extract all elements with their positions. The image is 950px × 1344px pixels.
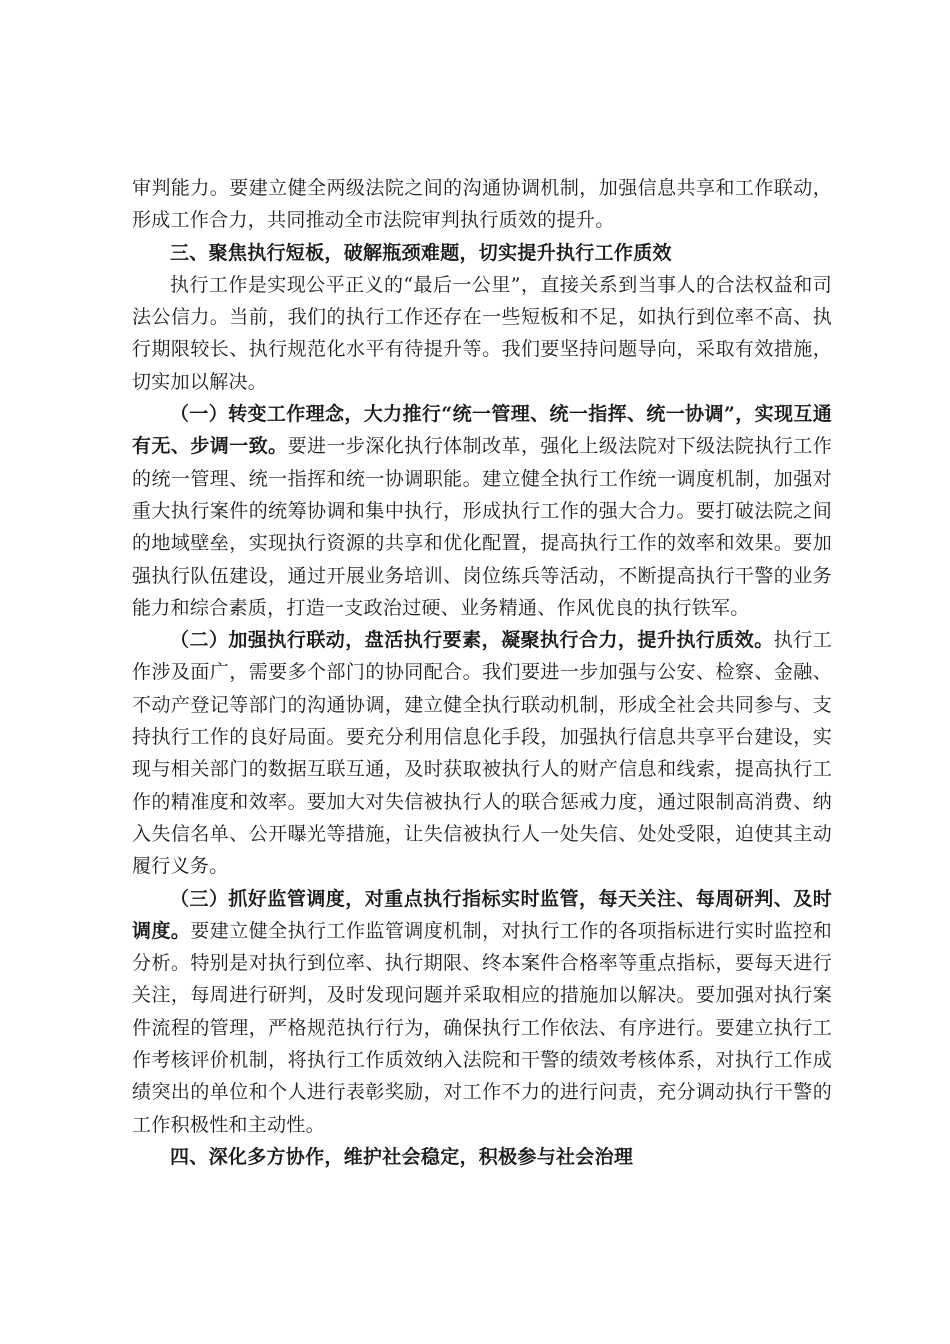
paragraph-subsection-three <box>132 883 832 1141</box>
paragraph-subsection-two <box>132 624 832 882</box>
subsection-one-body: 要进一步深化执行体制改革，强化上级法院对下级法院执行工作的统一管理、统一指挥和统一协调职能。建立健全执行工作统一调度机制，加强对重大执行案件的统筹协调和集中执行，形成执行工作的强大合力。要打破法院之间的地域壁垒，实现执行资源的共享和优化配置，提高执行工作的效率和效果。要加强执行队伍建设，通过开展业务培训、岗位练兵等活动，不断提高执行干警的业务能力和综合素质，打造一支政治过硬、业务精通、作风优良的执行铁军。 <box>132 435 832 619</box>
paragraph-subsection-one <box>132 398 832 624</box>
document-body <box>132 172 832 1173</box>
section-heading-four: 四、深化多方协作，维护社会稳定，积极参与社会治理 <box>170 1145 634 1168</box>
paragraph-execution-intro: 执行工作是实现公平正义的“最后一公里”，直接关系到当事人的合法权益和司法公信力。当前，我们的执行工作还存在一些短板和不足，如执行到位率不高、执行期限较长、执行规范化水平有待提升等。我们要坚持问题导向，采取有效措施，切实加以解决。 <box>132 273 832 393</box>
subsection-three-body: 要建立健全执行工作监管调度机制，对执行工作的各项指标进行实时监控和分析。特别是对执行到位率、执行期限、终本案件合格率等重点指标，要每天进行关注，每周进行研判，及时发现问题并采取相应的措施加以解决。要加强对执行案件流程的管理，严格规范执行行为，确保执行工作依法、有序进行。要建立执行工作考核评价机制，将执行工作质效纳入法院和干警的绩效考核体系，对执行工作成绩突出的单位和个人进行表彰奖励，对工作不力的进行问责，充分调动执行干警的工作积极性和主动性。 <box>132 919 833 1136</box>
paragraph-continuation: 审判能力。要建立健全两级法院之间的沟通协调机制，加强信息共享和工作联动，形成工作合力，共同推动全市法院审判执行质效的提升。 <box>132 177 832 232</box>
subsection-three-lead: （三）抓好监管调度，对重点执行指标实时监管，每天关注、每周研判、及时调度。 <box>132 887 832 942</box>
subsection-one-lead: （一）转变工作理念，大力推行“统一管理、统一指挥、统一协调”，实现互通有无、步调一致。 <box>132 403 832 458</box>
subsection-two-lead: （二）加强执行联动，盘活执行要素，凝聚执行合力，提升执行质效。 <box>170 629 774 652</box>
section-heading-three: 三、聚焦执行短板，破解瓶颈难题，切实提升执行工作质效 <box>170 241 672 264</box>
subsection-two-body: 执行工作涉及面广，需要多个部门的协同配合。我们要进一步加强与公安、检察、金融、不动产登记等部门的沟通协调，建立健全执行联动机制，形成全社会共同参与、支持执行工作的良好局面。要充分利用信息化手段，加强执行信息共享平台建设，实现与相关部门的数据互联互通，及时获取被执行人的财产信息和线索，提高执行工作的精准度和效率。要加大对失信被执行人的联合惩戒力度，通过限制高消费、纳入失信名单、公开曝光等措施，让失信被执行人一处失信、处处受限，迫使其主动履行义务。 <box>132 629 832 878</box>
